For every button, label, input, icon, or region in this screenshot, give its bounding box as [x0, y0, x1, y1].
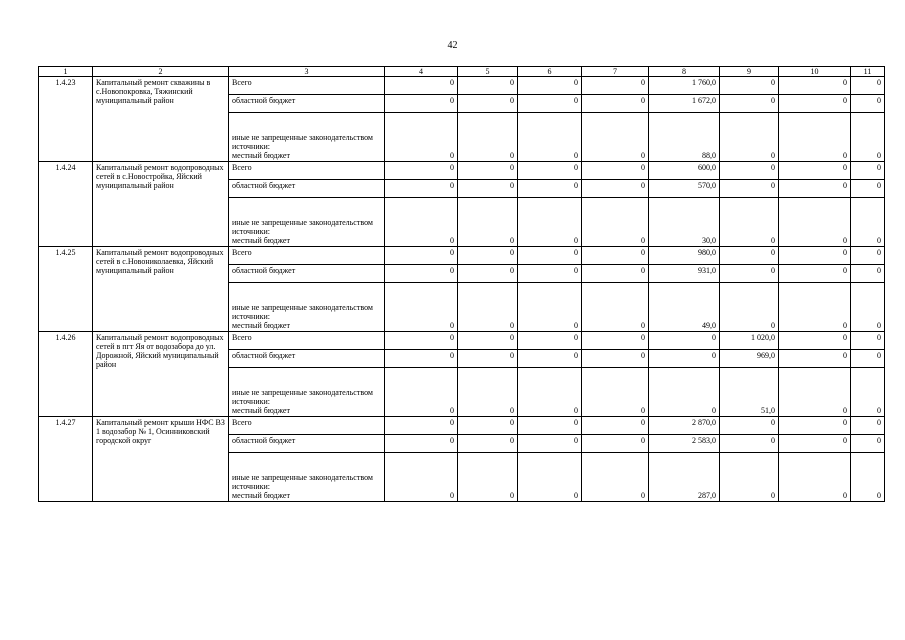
value-cell-col-8: 600,0: [649, 162, 720, 180]
value-cell-col-5: 0: [458, 180, 518, 198]
funding-source-note: иные не запрещенные законодательством источники:: [232, 388, 373, 406]
value-cell-col-5: 0: [458, 95, 518, 113]
funding-source-label: областной бюджет: [232, 181, 296, 190]
column-number-9: 9: [720, 67, 779, 77]
table-header: [39, 67, 885, 77]
value-cell-col-5: 0: [458, 162, 518, 180]
column-number-5: 5: [458, 67, 518, 77]
value-cell-col-11: 0: [851, 180, 885, 198]
value-cell-col-6: 0: [518, 180, 582, 198]
value-cell-col-8: 88,0: [649, 113, 720, 162]
value-cell-col-7: 0: [582, 180, 649, 198]
value-cell-col-8: 0: [649, 350, 720, 368]
value-cell-col-4: 0: [385, 435, 458, 453]
value-cell-col-5: 0: [458, 368, 518, 417]
value-cell-col-9: 1 020,0: [720, 332, 779, 350]
value-cell-col-5: 0: [458, 283, 518, 332]
value-cell-col-6: 0: [518, 247, 582, 265]
value-cell-col-11: 0: [851, 435, 885, 453]
funding-source-label: областной бюджет: [232, 351, 296, 360]
value-cell-col-8: 0: [649, 368, 720, 417]
value-cell-col-5: 0: [458, 332, 518, 350]
value-cell-col-11: 0: [851, 113, 885, 162]
value-cell-col-4: 0: [385, 180, 458, 198]
value-cell-col-10: 0: [779, 350, 851, 368]
value-cell-col-10: 0: [779, 95, 851, 113]
value-cell-col-9: 0: [720, 162, 779, 180]
value-cell-col-8: 931,0: [649, 265, 720, 283]
funding-source-label: местный бюджет: [232, 236, 290, 245]
funding-source-label: местный бюджет: [232, 406, 290, 415]
value-cell-col-9: 0: [720, 180, 779, 198]
value-cell-col-6: 0: [518, 113, 582, 162]
funding-source-note: иные не запрещенные законодательством источники:: [232, 133, 373, 151]
value-cell-col-6: 0: [518, 368, 582, 417]
value-cell-col-5: 0: [458, 113, 518, 162]
value-cell-col-11: 0: [851, 350, 885, 368]
table-row: [39, 247, 885, 265]
funding-source-label: Всего: [232, 163, 252, 172]
value-cell-col-10: 0: [779, 162, 851, 180]
value-cell-col-11: 0: [851, 247, 885, 265]
value-cell-col-8: 2 583,0: [649, 435, 720, 453]
funding-source: [229, 417, 385, 435]
value-cell-col-5: 0: [458, 247, 518, 265]
value-cell-col-10: 0: [779, 435, 851, 453]
value-cell-col-6: 0: [518, 283, 582, 332]
value-cell-col-6: 0: [518, 435, 582, 453]
value-cell-col-6: 0: [518, 95, 582, 113]
value-cell-col-11: 0: [851, 162, 885, 180]
item-code: 1.4.26: [39, 332, 93, 417]
value-cell-col-4: 0: [385, 95, 458, 113]
value-cell-col-9: 51,0: [720, 368, 779, 417]
value-cell-col-6: 0: [518, 453, 582, 502]
value-cell-col-10: 0: [779, 368, 851, 417]
funding-source-label: местный бюджет: [232, 321, 290, 330]
value-cell-col-8: 570,0: [649, 180, 720, 198]
value-cell-col-4: 0: [385, 77, 458, 95]
column-number-2: 2: [93, 67, 229, 77]
value-cell-col-10: 0: [779, 265, 851, 283]
value-cell-col-11: 0: [851, 198, 885, 247]
value-cell-col-7: 0: [582, 350, 649, 368]
value-cell-col-10: 0: [779, 180, 851, 198]
value-cell-col-7: 0: [582, 417, 649, 435]
funding-source-label: местный бюджет: [232, 491, 290, 500]
funding-source-label: областной бюджет: [232, 96, 296, 105]
value-cell-col-9: 0: [720, 247, 779, 265]
table-row: [39, 417, 885, 435]
funding-source-note: иные не запрещенные законодательством источники:: [232, 473, 373, 491]
funding-source-label: Всего: [232, 333, 252, 342]
page-number: 42: [447, 40, 458, 51]
funding-source: [229, 332, 385, 350]
value-cell-col-6: 0: [518, 265, 582, 283]
value-cell-col-10: 0: [779, 198, 851, 247]
column-number-7: 7: [582, 67, 649, 77]
column-number-3: 3: [229, 67, 385, 77]
funding-source: [229, 162, 385, 180]
value-cell-col-9: 0: [720, 113, 779, 162]
funding-source: [229, 435, 385, 453]
value-cell-col-10: 0: [779, 113, 851, 162]
value-cell-col-5: 0: [458, 350, 518, 368]
value-cell-col-7: 0: [582, 265, 649, 283]
value-cell-col-7: 0: [582, 77, 649, 95]
funding-source-label: Всего: [232, 418, 252, 427]
funding-source-note: иные не запрещенные законодательством источники:: [232, 218, 373, 236]
value-cell-col-6: 0: [518, 350, 582, 368]
value-cell-col-6: 0: [518, 332, 582, 350]
table-body: [39, 77, 885, 502]
value-cell-col-11: 0: [851, 283, 885, 332]
value-cell-col-7: 0: [582, 453, 649, 502]
column-number-4: 4: [385, 67, 458, 77]
value-cell-col-8: 1 672,0: [649, 95, 720, 113]
value-cell-col-9: 0: [720, 95, 779, 113]
item-code: 1.4.24: [39, 162, 93, 247]
funding-source: [229, 95, 385, 113]
funding-source: [229, 247, 385, 265]
value-cell-col-4: 0: [385, 350, 458, 368]
table-row: [39, 77, 885, 95]
value-cell-col-7: 0: [582, 435, 649, 453]
value-cell-col-4: 0: [385, 162, 458, 180]
value-cell-col-4: 0: [385, 113, 458, 162]
value-cell-col-7: 0: [582, 283, 649, 332]
item-name: Капитальный ремонт скважины в с.Новопокровка, Тяжинский муниципальный район: [93, 77, 229, 162]
value-cell-col-9: 0: [720, 283, 779, 332]
value-cell-col-4: 0: [385, 453, 458, 502]
value-cell-col-9: 0: [720, 435, 779, 453]
value-cell-col-4: 0: [385, 332, 458, 350]
value-cell-col-4: 0: [385, 417, 458, 435]
column-number-row: [39, 67, 885, 77]
value-cell-col-4: 0: [385, 265, 458, 283]
funding-source: [229, 77, 385, 95]
value-cell-col-10: 0: [779, 247, 851, 265]
funding-source: [229, 113, 385, 162]
value-cell-col-5: 0: [458, 417, 518, 435]
value-cell-col-5: 0: [458, 453, 518, 502]
funding-source: [229, 368, 385, 417]
value-cell-col-10: 0: [779, 332, 851, 350]
value-cell-col-9: 0: [720, 198, 779, 247]
funding-source: [229, 180, 385, 198]
value-cell-col-7: 0: [582, 198, 649, 247]
budget-table: [38, 66, 885, 502]
value-cell-col-8: 30,0: [649, 198, 720, 247]
value-cell-col-5: 0: [458, 435, 518, 453]
table-row: [39, 162, 885, 180]
item-code: 1.4.25: [39, 247, 93, 332]
funding-source: [229, 265, 385, 283]
value-cell-col-10: 0: [779, 77, 851, 95]
value-cell-col-9: 0: [720, 77, 779, 95]
table-row: [39, 332, 885, 350]
value-cell-col-4: 0: [385, 198, 458, 247]
value-cell-col-6: 0: [518, 198, 582, 247]
value-cell-col-8: 2 870,0: [649, 417, 720, 435]
value-cell-col-7: 0: [582, 247, 649, 265]
funding-source: [229, 198, 385, 247]
value-cell-col-11: 0: [851, 368, 885, 417]
value-cell-col-8: 0: [649, 332, 720, 350]
value-cell-col-7: 0: [582, 162, 649, 180]
value-cell-col-8: 980,0: [649, 247, 720, 265]
value-cell-col-7: 0: [582, 113, 649, 162]
value-cell-col-11: 0: [851, 417, 885, 435]
value-cell-col-11: 0: [851, 95, 885, 113]
value-cell-col-9: 0: [720, 417, 779, 435]
value-cell-col-11: 0: [851, 453, 885, 502]
value-cell-col-4: 0: [385, 247, 458, 265]
value-cell-col-8: 287,0: [649, 453, 720, 502]
value-cell-col-7: 0: [582, 368, 649, 417]
value-cell-col-8: 49,0: [649, 283, 720, 332]
value-cell-col-6: 0: [518, 417, 582, 435]
value-cell-col-4: 0: [385, 368, 458, 417]
funding-source-label: областной бюджет: [232, 266, 296, 275]
value-cell-col-5: 0: [458, 77, 518, 95]
funding-source-label: местный бюджет: [232, 151, 290, 160]
funding-source-note: иные не запрещенные законодательством источники:: [232, 303, 373, 321]
value-cell-col-10: 0: [779, 283, 851, 332]
funding-source-label: Всего: [232, 248, 252, 257]
item-name: Капитальный ремонт крыши НФС ВЗ 1 водозабор № 1, Осинниковский городской округ: [93, 417, 229, 502]
value-cell-col-9: 0: [720, 453, 779, 502]
value-cell-col-8: 1 760,0: [649, 77, 720, 95]
value-cell-col-10: 0: [779, 417, 851, 435]
column-number-10: 10: [779, 67, 851, 77]
value-cell-col-10: 0: [779, 453, 851, 502]
funding-source: [229, 283, 385, 332]
funding-source-label: областной бюджет: [232, 436, 296, 445]
item-name: Капитальный ремонт водопроводных сетей в с.Новостройка, Яйский муниципальный район: [93, 162, 229, 247]
column-number-6: 6: [518, 67, 582, 77]
value-cell-col-9: 0: [720, 265, 779, 283]
value-cell-col-6: 0: [518, 77, 582, 95]
value-cell-col-4: 0: [385, 283, 458, 332]
item-code: 1.4.23: [39, 77, 93, 162]
item-name: Капитальный ремонт водопроводных сетей в с.Новониколаевка, Яйский муниципальный район: [93, 247, 229, 332]
column-number-8: 8: [649, 67, 720, 77]
value-cell-col-5: 0: [458, 265, 518, 283]
value-cell-col-5: 0: [458, 198, 518, 247]
value-cell-col-9: 969,0: [720, 350, 779, 368]
value-cell-col-11: 0: [851, 332, 885, 350]
value-cell-col-7: 0: [582, 332, 649, 350]
value-cell-col-6: 0: [518, 162, 582, 180]
value-cell-col-7: 0: [582, 95, 649, 113]
column-number-1: 1: [39, 67, 93, 77]
item-name: Капитальный ремонт водопроводных сетей в пгт Яя от водозабора до ул. Дорожной, Яйский муниципальный район: [93, 332, 229, 417]
funding-source: [229, 350, 385, 368]
funding-source: [229, 453, 385, 502]
funding-source-label: Всего: [232, 78, 252, 87]
value-cell-col-11: 0: [851, 265, 885, 283]
value-cell-col-11: 0: [851, 77, 885, 95]
item-code: 1.4.27: [39, 417, 93, 502]
column-number-11: 11: [851, 67, 885, 77]
